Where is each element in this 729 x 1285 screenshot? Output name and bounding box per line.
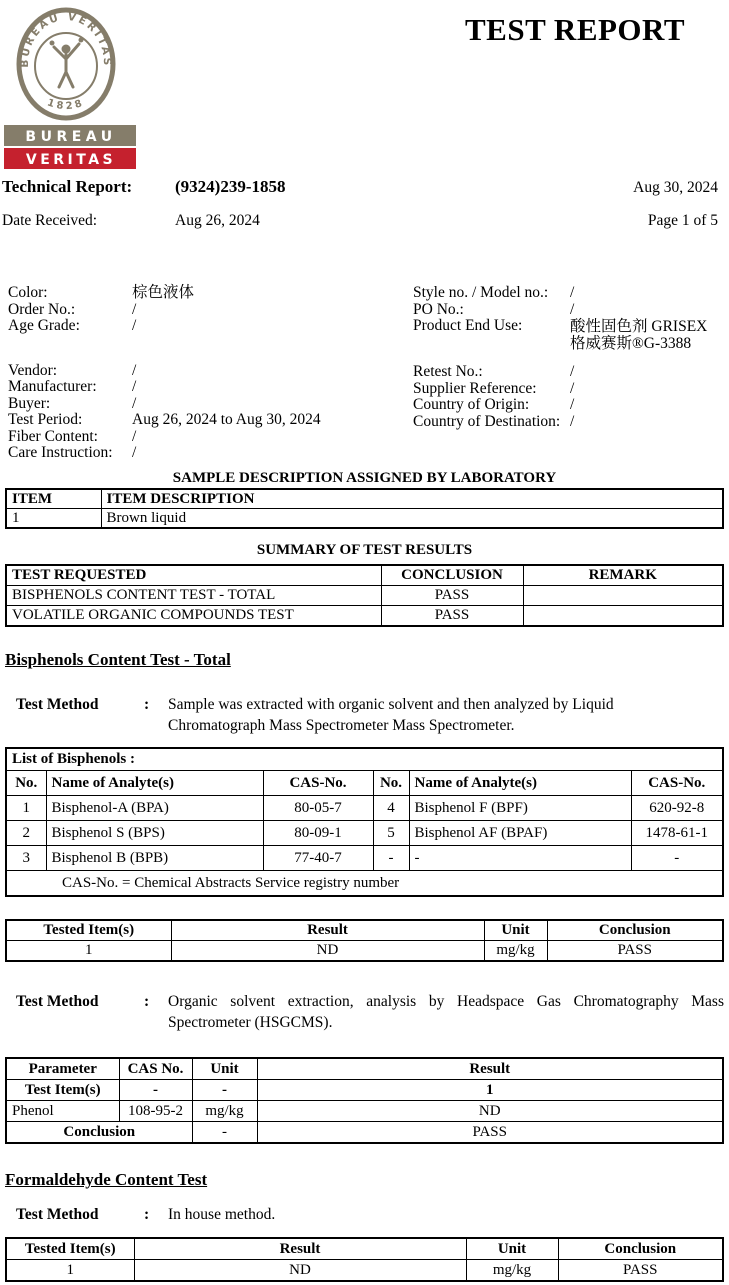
header-cell: Name of Analyte(s) [409, 771, 631, 796]
field-value: / [132, 427, 137, 445]
test-method-text: Organic solvent extraction, analysis by Headspace Gas Chromatography Mass Spectrometer (HSGCMS). [168, 993, 724, 1031]
cell: 1478-61-1 [631, 821, 723, 846]
info-row [8, 318, 406, 335]
date-received-label: Date Received: [2, 212, 98, 229]
header-cell: Result [257, 1058, 723, 1080]
page-info: Page 1 of 5 [647, 212, 718, 229]
info-row [8, 429, 406, 446]
info-row [413, 381, 726, 398]
colon: : [144, 696, 150, 713]
list-title: List of Bisphenols : [6, 748, 723, 771]
info-row [8, 379, 406, 396]
table-row [6, 941, 723, 962]
info-left-column [8, 285, 406, 462]
bisphenols-result-table [5, 919, 724, 962]
logo-bar-top-label: BUREAU [25, 129, 117, 145]
table-row [6, 1101, 723, 1122]
field-label: PO No.: [413, 300, 464, 318]
table-title-row [6, 748, 723, 771]
table-header-row [6, 489, 723, 509]
test-method-text: Sample was extracted with organic solvent and then analyzed by Liquid Chromatograph Mass Spectrometer Mass Spectrometer. [168, 696, 614, 734]
table-row [6, 821, 723, 846]
info-row [413, 285, 726, 302]
date-received-row [0, 212, 729, 234]
table-row [6, 509, 723, 529]
header-cell: No. [373, 771, 409, 796]
info-row [8, 363, 406, 380]
info-row [8, 412, 406, 429]
field-value: / [570, 363, 575, 380]
table-row [6, 846, 723, 871]
header-cell: CAS-No. [631, 771, 723, 796]
info-row [413, 364, 726, 381]
test-method-label: Test Method [16, 1206, 99, 1223]
section-heading-bisphenols: Bisphenols Content Test - Total [5, 650, 231, 669]
cell: ND [171, 941, 484, 962]
field-label: Manufacturer: [8, 378, 97, 395]
table-header-row [6, 565, 723, 586]
technical-report-number: (9324)239-1858 [175, 177, 286, 196]
cell: PASS [558, 1260, 723, 1282]
logo-bar-bottom-label: VERITAS [25, 152, 117, 168]
cell: Phenol [6, 1101, 119, 1122]
info-right-column [413, 285, 726, 430]
remark-cell [523, 606, 723, 627]
header-cell: Unit [466, 1238, 558, 1260]
info-row [413, 397, 726, 414]
seal-arc-text: BUREAU VERITAS [18, 10, 114, 68]
header-cell: Parameter [6, 1058, 119, 1080]
bisphenols-list-table [5, 747, 724, 897]
conclusion-cell: PASS [381, 606, 523, 627]
field-value: / [132, 378, 137, 395]
header-cell: REMARK [523, 565, 723, 586]
field-value: / [570, 379, 575, 397]
field-value: / [570, 284, 575, 301]
sample-description-title: SAMPLE DESCRIPTION ASSIGNED BY LABORATORY [172, 470, 557, 486]
field-value: / [132, 361, 137, 379]
field-value: / [132, 394, 137, 412]
field-label: Age Grade: [8, 317, 80, 334]
technical-report-row [0, 177, 729, 199]
table-header-row [6, 1238, 723, 1260]
cell: PASS [547, 941, 723, 962]
summary-title: SUMMARY OF TEST RESULTS [256, 542, 473, 558]
header-cell: Tested Item(s) [6, 920, 171, 941]
field-value: / [570, 412, 575, 430]
field-value: 酸性固色剂 GRISEX 格威赛斯®G-3388 [570, 318, 708, 352]
cell: 1 [6, 941, 171, 962]
field-value: / [132, 317, 137, 334]
info-row [413, 414, 726, 431]
header-cell: ITEM DESCRIPTION [101, 489, 723, 509]
test-method-row [5, 991, 724, 1033]
voc-parameter-table [5, 1057, 724, 1144]
header-cell: Unit [192, 1058, 257, 1080]
field-label: Order No.: [8, 300, 76, 318]
cell: 1 [6, 1260, 134, 1282]
sample-description-table [5, 488, 724, 529]
header-cell: Conclusion [547, 920, 723, 941]
header-cell: Conclusion [558, 1238, 723, 1260]
test-method-label: Test Method [16, 993, 99, 1010]
field-label: Fiber Content: [8, 427, 98, 445]
field-label: Retest No.: [413, 363, 483, 380]
seal-year-text: 1828 [45, 97, 87, 113]
header-cell: Name of Analyte(s) [46, 771, 263, 796]
colon: : [144, 993, 150, 1010]
cell: 3 [6, 846, 46, 871]
field-label: Country of Origin: [413, 396, 530, 413]
cell: - [409, 846, 631, 871]
cell: Bisphenol-A (BPA) [46, 796, 263, 821]
table-row [6, 1080, 723, 1101]
cell: ND [134, 1260, 466, 1282]
cell: 5 [373, 821, 409, 846]
cell: BISPHENOLS CONTENT TEST - TOTAL [6, 586, 381, 606]
field-value: / [132, 300, 137, 318]
field-label: Test Period: [8, 411, 83, 428]
table-header-row [6, 1058, 723, 1080]
header-cell: ITEM [6, 489, 101, 509]
remark-cell [523, 586, 723, 606]
table-row [6, 796, 723, 821]
cell: - [192, 1080, 257, 1101]
cell: Bisphenol S (BPS) [46, 821, 263, 846]
table-row [6, 1122, 723, 1144]
info-row [8, 285, 406, 302]
field-label: Style no. / Model no.: [413, 284, 549, 301]
field-value: / [132, 444, 137, 461]
header-cell: CONCLUSION [381, 565, 523, 586]
cell: 80-09-1 [263, 821, 373, 846]
header-cell: Result [171, 920, 484, 941]
cell: 2 [6, 821, 46, 846]
field-label: Buyer: [8, 394, 51, 412]
cell: 1 [6, 796, 46, 821]
cell: - [631, 846, 723, 871]
header-cell: CAS-No. [263, 771, 373, 796]
info-row [413, 318, 726, 352]
cell: 1 [257, 1080, 723, 1101]
cell: 108-95-2 [119, 1101, 192, 1122]
bureau-veritas-logo [3, 6, 138, 171]
cas-note: CAS-No. = Chemical Abstracts Service registry number [6, 871, 723, 897]
cell: Bisphenol B (BPB) [46, 846, 263, 871]
header-cell: No. [6, 771, 46, 796]
cell: - [373, 846, 409, 871]
field-label: Color: [8, 284, 48, 301]
field-value: 棕色液体 [132, 284, 195, 301]
cell: Test Item(s) [6, 1080, 119, 1101]
info-row [8, 396, 406, 413]
conclusion-label-cell: Conclusion [6, 1122, 192, 1144]
info-row [8, 445, 406, 462]
date-received-value: Aug 26, 2024 [175, 212, 260, 229]
test-method-row [5, 694, 724, 736]
cell: VOLATILE ORGANIC COMPOUNDS TEST [6, 606, 381, 627]
cell: Brown liquid [101, 509, 723, 529]
table-note-row [6, 871, 723, 897]
table-row [6, 606, 723, 627]
seal-figure-icon [50, 38, 84, 88]
cell: 620-92-8 [631, 796, 723, 821]
issue-date: Aug 30, 2024 [633, 179, 718, 196]
cell: Bisphenol F (BPF) [409, 796, 631, 821]
bureau-veritas-seal-icon [3, 6, 138, 171]
header-cell: CAS No. [119, 1058, 192, 1080]
field-value: / [570, 300, 575, 318]
field-label: Vendor: [8, 361, 58, 379]
field-label: Care Instruction: [8, 444, 113, 461]
cell: mg/kg [484, 941, 547, 962]
field-label: Supplier Reference: [413, 379, 537, 397]
test-method-text: In house method. [168, 1206, 276, 1223]
test-method-label: Test Method [16, 696, 99, 713]
table-row [6, 586, 723, 606]
header-cell: Result [134, 1238, 466, 1260]
test-method-row [5, 1204, 724, 1225]
table-header-row [6, 771, 723, 796]
colon: : [144, 1206, 150, 1223]
table-row [6, 1260, 723, 1282]
cell: 4 [373, 796, 409, 821]
cell: - [192, 1122, 257, 1144]
header-cell: Tested Item(s) [6, 1238, 134, 1260]
cell: mg/kg [466, 1260, 558, 1282]
conclusion-cell: PASS [257, 1122, 723, 1144]
cell: Bisphenol AF (BPAF) [409, 821, 631, 846]
field-label: Country of Destination: [413, 412, 561, 430]
field-value: / [570, 396, 575, 413]
technical-report-label: Technical Report: [2, 177, 133, 196]
info-row [413, 302, 726, 319]
field-value: Aug 26, 2024 to Aug 30, 2024 [132, 411, 321, 428]
header-cell: Unit [484, 920, 547, 941]
section-heading-formaldehyde: Formaldehyde Content Test [5, 1170, 208, 1189]
field-label: Product End Use: [413, 317, 523, 334]
cell: 80-05-7 [263, 796, 373, 821]
cell: mg/kg [192, 1101, 257, 1122]
info-row [8, 302, 406, 319]
summary-table [5, 564, 724, 627]
table-header-row [6, 920, 723, 941]
cell: ND [257, 1101, 723, 1122]
cell: - [119, 1080, 192, 1101]
conclusion-cell: PASS [381, 586, 523, 606]
formaldehyde-result-table [5, 1237, 724, 1282]
header-cell: TEST REQUESTED [6, 565, 381, 586]
cell: 77-40-7 [263, 846, 373, 871]
cell: 1 [6, 509, 101, 529]
spacer [8, 335, 406, 363]
page-title: TEST REPORT [464, 12, 686, 47]
